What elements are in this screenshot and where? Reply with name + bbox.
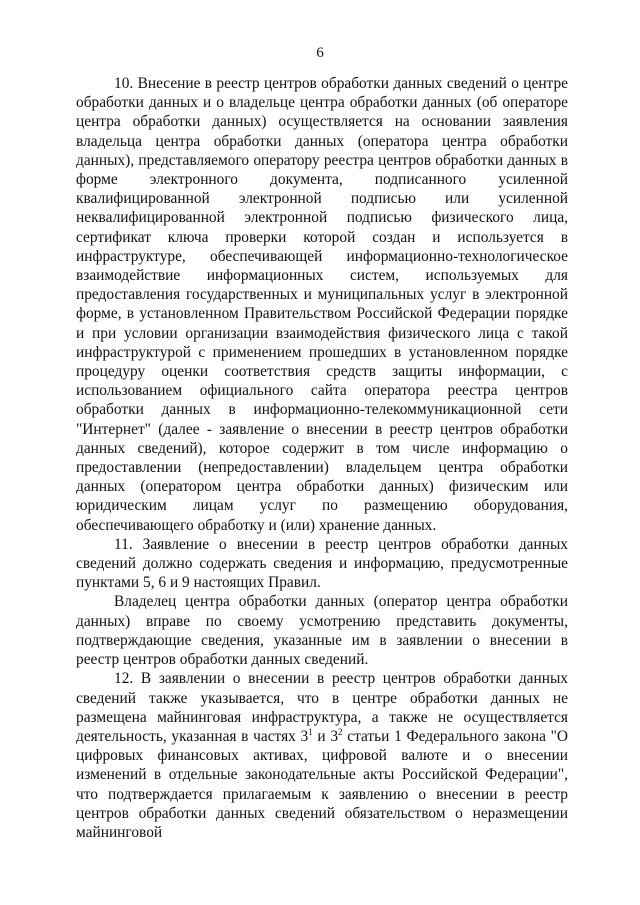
paragraph-11: 11. Заявление о внесении в реестр центров обработки данных сведений должно содержать сведения и информацию, предусмотренные пунктами 5, 6 и 9 настоящих Правил.	[76, 535, 568, 592]
paragraph-12-text-3: статьи 1 Федерального закона "О цифровых финансовых активах, цифровой валюте и о внесении изменений в отдельные законодательные акты Российской Федерации", что подтверждается прилагаемым к заявлению о внесении в реестр центров обработки данных сведений обязательством о неразмещении майнинговой	[76, 727, 568, 841]
superscript-1: 1	[308, 726, 313, 737]
paragraph-12-text-1: 12. В заявлении о внесении в реестр центров обработки данных сведений также указывается, что в центре обработки данных не размещена майнинговая инфраструктура, а также не осуществляется деятельность, указанная в частях 3	[76, 670, 568, 745]
paragraph-owner-documents: Владелец центра обработки данных (оператор центра обработки данных) вправе по своему усмотрению представить документы, подтверждающие сведения, указанные им в заявлении о внесении в реестр центров обработки данных сведений.	[76, 593, 568, 669]
superscript-2: 2	[338, 726, 343, 737]
page-number: 6	[316, 44, 324, 61]
document-body	[76, 74, 568, 842]
paragraph-12	[76, 669, 568, 842]
paragraph-10: 10. Внесение в реестр центров обработки данных сведений о центре обработки данных и о владельце центра обработки данных (об операторе центра обработки данных) осуществляется на основании заявления владельца центра обработки данных (оператора центра обработки данных), представляемого оператору реестра центров обработки данных в форме электронного документа, подписанного усиленной квалифицированной электронной подписью или усиленной неквалифицированной электронной подписью физического лица, сертификат ключа проверки которой создан и используется в инфраструктуре, обеспечивающей информационно-технологическое взаимодействие информационных систем, используемых для предоставления государственных и муниципальных услуг в электронной форме, в установленном Правительством Российской Федерации порядке и при условии организации взаимодействия физического лица с такой инфраструктурой с применением прошедших в установленном порядке процедуру оценки соответствия средств защиты информации, с использованием официального сайта оператора реестра центров обработки данных в информационно-телекоммуникационной сети "Интернет" (далее - заявление о внесении в реестр центров обработки данных сведений), которое содержит в том числе информацию о предоставлении (непредоставлении) владельцем центра обработки данных (оператором центра обработки данных) физическим или юридическим лицам услуг по размещению оборудования, обеспечивающего обработку и (или) хранение данных.	[76, 75, 568, 534]
paragraph-12-text-2: и 3	[312, 727, 339, 745]
